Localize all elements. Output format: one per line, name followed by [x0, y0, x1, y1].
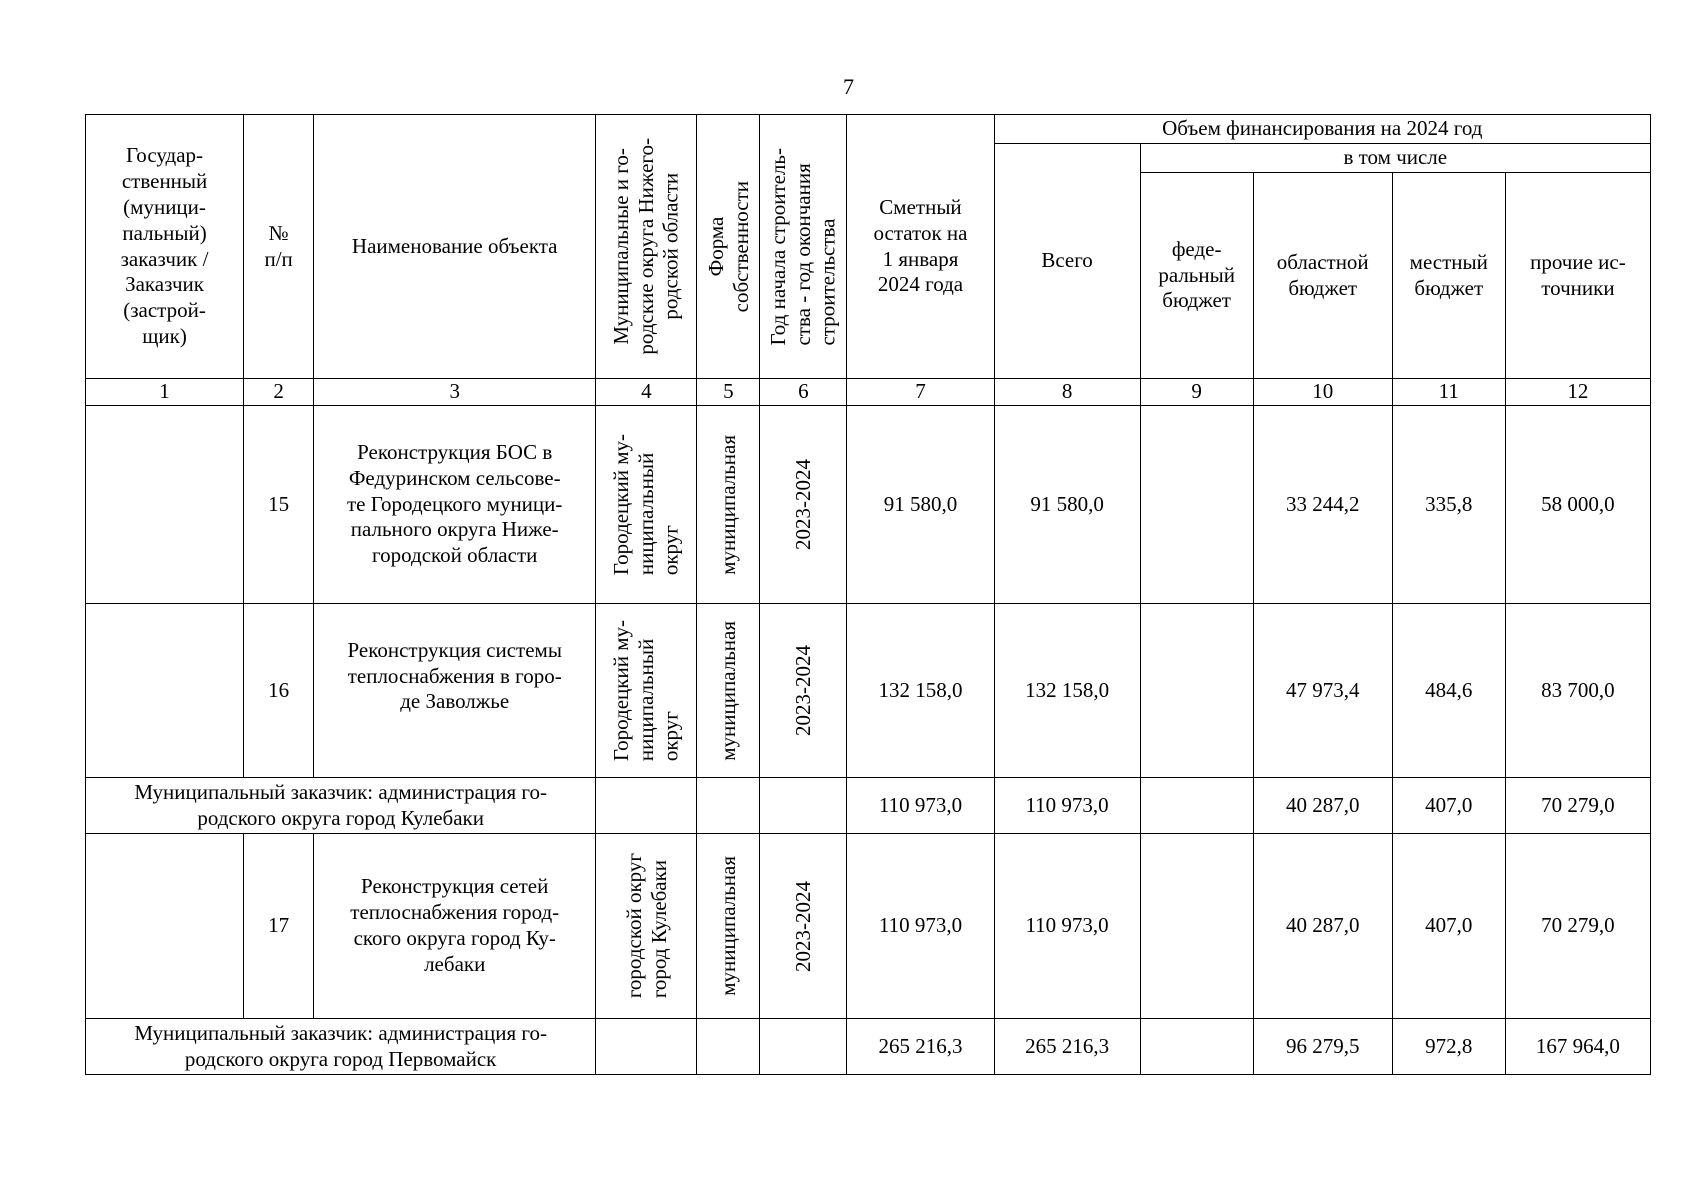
column-number: 9: [1140, 379, 1253, 406]
column-number: 8: [994, 379, 1140, 406]
header-object-name: Наименование объекта: [314, 115, 596, 379]
header-customer: Государ- ственный (муници- пальный) заказчик / Заказчик (застрой- щик): [86, 115, 244, 379]
local-value: 972,8: [1392, 1019, 1505, 1075]
regional-value: 40 287,0: [1253, 834, 1392, 1019]
customer-cell: [86, 406, 244, 604]
years-cell: 2023-2024: [760, 406, 847, 604]
other-value: 167 964,0: [1505, 1019, 1650, 1075]
total-value: 110 973,0: [994, 834, 1140, 1019]
balance-value: 265 216,3: [847, 1019, 994, 1075]
other-value: 70 279,0: [1505, 778, 1650, 834]
years-cell: [760, 778, 847, 834]
local-value: 407,0: [1392, 778, 1505, 834]
column-number: 12: [1505, 379, 1650, 406]
local-value: 484,6: [1392, 604, 1505, 778]
header-districts: Муниципальные и го- родские округа Нижего- родской области: [596, 115, 697, 379]
district-cell: [596, 1019, 697, 1075]
federal-value: [1140, 834, 1253, 1019]
header-total: Всего: [994, 144, 1140, 379]
balance-value: 110 973,0: [847, 834, 994, 1019]
header-regional: областной бюджет: [1253, 173, 1392, 379]
column-number: 2: [244, 379, 314, 406]
header-funding-volume: Объем финансирования на 2024 год: [994, 115, 1650, 144]
row-number: 16: [244, 604, 314, 778]
ownership-cell: муниципальная: [697, 604, 760, 778]
header-including: в том числе: [1140, 144, 1650, 173]
table-row: [86, 604, 1651, 778]
ownership-cell: [697, 1019, 760, 1075]
customer-cell: [86, 834, 244, 1019]
header-other: прочие ис- точники: [1505, 173, 1650, 379]
header-federal: феде- ральный бюджет: [1140, 173, 1253, 379]
district-cell: Городецкий му- ниципальный округ: [596, 604, 697, 778]
regional-value: 33 244,2: [1253, 406, 1392, 604]
years-cell: 2023-2024: [760, 834, 847, 1019]
customer-cell: [86, 604, 244, 778]
ownership-cell: муниципальная: [697, 834, 760, 1019]
local-value: 335,8: [1392, 406, 1505, 604]
federal-value: [1140, 604, 1253, 778]
federal-value: [1140, 1019, 1253, 1075]
column-number: 10: [1253, 379, 1392, 406]
summary-row: [86, 1019, 1651, 1075]
balance-value: 132 158,0: [847, 604, 994, 778]
column-number: 5: [697, 379, 760, 406]
row-number: 17: [244, 834, 314, 1019]
federal-value: [1140, 778, 1253, 834]
local-value: 407,0: [1392, 834, 1505, 1019]
page-number: 7: [843, 74, 854, 99]
header-ownership: Форма собственности: [697, 115, 760, 379]
customer-summary: Муниципальный заказчик: администрация го- родского округа город Кулебаки: [86, 778, 596, 834]
district-cell: Городецкий му- ниципальный округ: [596, 406, 697, 604]
object-name: Реконструкция сетей теплоснабжения город- ского округа город Ку- лебаки: [314, 834, 596, 1019]
years-cell: [760, 1019, 847, 1075]
regional-value: 96 279,5: [1253, 1019, 1392, 1075]
district-cell: городской округ город Кулебаки: [596, 834, 697, 1019]
column-number: 3: [314, 379, 596, 406]
header-local: местный бюджет: [1392, 173, 1505, 379]
header-years: Год начала строитель- ства - год окончания строительства: [760, 115, 847, 379]
object-name: Реконструкция БОС в Федуринском сельсове- те Городецкого муници- пального округа Ниже- городской области: [314, 406, 596, 604]
column-number: 11: [1392, 379, 1505, 406]
column-number: 6: [760, 379, 847, 406]
other-value: 58 000,0: [1505, 406, 1650, 604]
column-number: 4: [596, 379, 697, 406]
other-value: 83 700,0: [1505, 604, 1650, 778]
header-estimated-balance: Сметный остаток на 1 января 2024 года: [847, 115, 994, 379]
regional-value: 47 973,4: [1253, 604, 1392, 778]
column-number-row: [86, 379, 1651, 406]
table-row: [86, 834, 1651, 1019]
customer-summary: Муниципальный заказчик: администрация го- родского округа город Первомайск: [86, 1019, 596, 1075]
total-value: 265 216,3: [994, 1019, 1140, 1075]
district-cell: [596, 778, 697, 834]
ownership-cell: [697, 778, 760, 834]
column-number: 7: [847, 379, 994, 406]
table-row: [86, 406, 1651, 604]
total-value: 132 158,0: [994, 604, 1140, 778]
ownership-cell: муниципальная: [697, 406, 760, 604]
other-value: 70 279,0: [1505, 834, 1650, 1019]
funding-table: [85, 114, 1651, 1075]
header-number: № п/п: [244, 115, 314, 379]
row-number: 15: [244, 406, 314, 604]
total-value: 110 973,0: [994, 778, 1140, 834]
years-cell: 2023-2024: [760, 604, 847, 778]
summary-row: [86, 778, 1651, 834]
regional-value: 40 287,0: [1253, 778, 1392, 834]
balance-value: 91 580,0: [847, 406, 994, 604]
total-value: 91 580,0: [994, 406, 1140, 604]
federal-value: [1140, 406, 1253, 604]
balance-value: 110 973,0: [847, 778, 994, 834]
column-number: 1: [86, 379, 244, 406]
object-name: Реконструкция системы теплоснабжения в горо- де Заволжье: [314, 604, 596, 778]
